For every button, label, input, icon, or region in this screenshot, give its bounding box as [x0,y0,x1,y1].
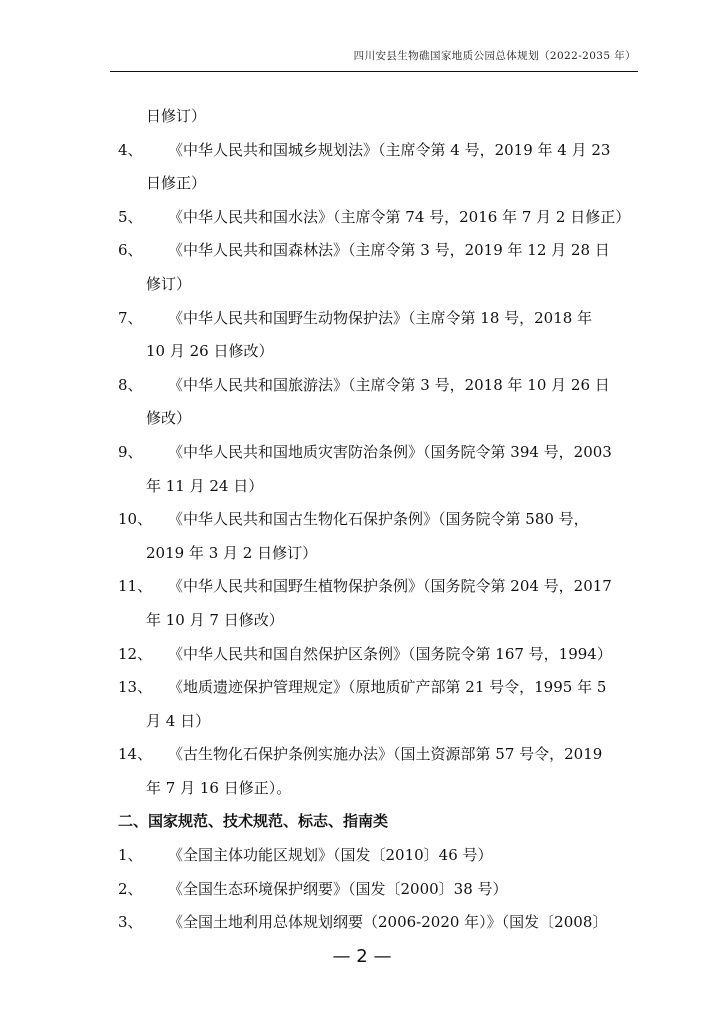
list-item-continuation [118,167,638,201]
list-item-number: 1、 [118,846,143,865]
list-item-continuation [118,604,638,638]
list-item-continuation [118,537,638,571]
list-item-text: 《全国生态环境保护纲要》（国发〔2000〕38 号） [168,879,508,898]
list-item-text: 《中华人民共和国地质灾害防治条例》（国务院令第 394 号，2003 [168,442,612,461]
list-item-text: 年 11 月 24 日） [146,476,264,495]
list-item-continuation [118,772,638,806]
list-item [118,302,638,336]
list-item-text: 《中华人民共和国旅游法》（主席令第 3 号，2018 年 10 月 26 日 [168,375,610,394]
list-item [118,201,638,235]
list-item-number: 2、 [118,879,143,898]
list-item-number: 6、 [118,241,143,260]
list-item-text: 《中华人民共和国野生动物保护法》（主席令第 18 号，2018 年 [168,308,593,327]
list-item-text: 2019 年 3 月 2 日修订） [146,543,318,562]
list-item [118,638,638,672]
list-item-text: 《中华人民共和国古生物化石保护条例》（国务院令第 580 号， [168,510,589,529]
list-item-continuation [118,268,638,302]
list-item-text: 《全国主体功能区规划》（国发〔2010〕46 号） [168,846,493,865]
list-item [118,570,638,604]
list-item-text: 《地质遗迹保护管理规定》（原地质矿产部第 21 号令，1995 年 5 [168,678,607,697]
list-item-number: 9、 [118,442,143,461]
list-item [118,839,638,873]
section-heading-text: 二、国家规范、技术规范、标志、指南类 [118,812,389,831]
list-item-continuation [118,100,638,134]
list-item-text: 年 7 月 16 日修正）。 [146,778,292,797]
list-item-text: 修订） [146,274,192,293]
list-item-number: 11、 [118,577,153,596]
running-header: 四川安县生物礁国家地质公园总体规划（2022-2035 年） [353,50,636,62]
list-item-text: 《全国土地利用总体规划纲要（2006-2020 年）》（国发〔2008〕 [168,913,608,932]
list-item-number: 13、 [118,678,153,697]
list-item [118,738,638,772]
list-item-continuation [118,335,638,369]
section-heading [118,805,638,839]
list-item-text: 《中华人民共和国城乡规划法》（主席令第 4 号，2019 年 4 月 23 [168,140,611,159]
list-item-number: 4、 [118,140,143,159]
list-item-text: 日修正） [146,174,207,193]
list-item-number: 10、 [118,510,153,529]
list-item [118,671,638,705]
list-item [118,369,638,403]
list-item-text: 月 4 日） [146,711,211,730]
list-item-number: 8、 [118,375,143,394]
list-item [118,906,638,940]
list-item [118,503,638,537]
list-item-text: 年 10 月 7 日修改） [146,610,284,629]
list-item-continuation [118,470,638,504]
list-item [118,436,638,470]
list-item-continuation [118,402,638,436]
list-item-number: 12、 [118,644,153,663]
list-item-number: 5、 [118,207,143,226]
document-body [118,100,638,940]
list-item-number: 14、 [118,745,153,764]
list-item-text: 《中华人民共和国野生植物保护条例》（国务院令第 204 号，2017 [168,577,612,596]
list-item [118,134,638,168]
list-item-number: 7、 [118,308,143,327]
list-item [118,234,638,268]
list-item-text: 10 月 26 日修改） [146,342,274,361]
list-item-text: 修改） [146,409,192,428]
list-item [118,873,638,907]
list-item-number: 3、 [118,913,143,932]
list-item-text: 《中华人民共和国森林法》（主席令第 3 号，2019 年 12 月 28 日 [168,241,610,260]
list-item-continuation [118,705,638,739]
list-item-text: 《古生物化石保护条例实施办法》（国土资源部第 57 号令，2019 [168,745,603,764]
header-rule [110,71,638,72]
list-item-text: 日修订） [146,107,207,125]
list-item-text: 《中华人民共和国水法》（主席令第 74 号，2016 年 7 月 2 日修正） [168,207,631,226]
page-number: — 2 — [332,946,392,967]
list-item-text: 《中华人民共和国自然保护区条例》（国务院令第 167 号，1994） [168,644,612,663]
